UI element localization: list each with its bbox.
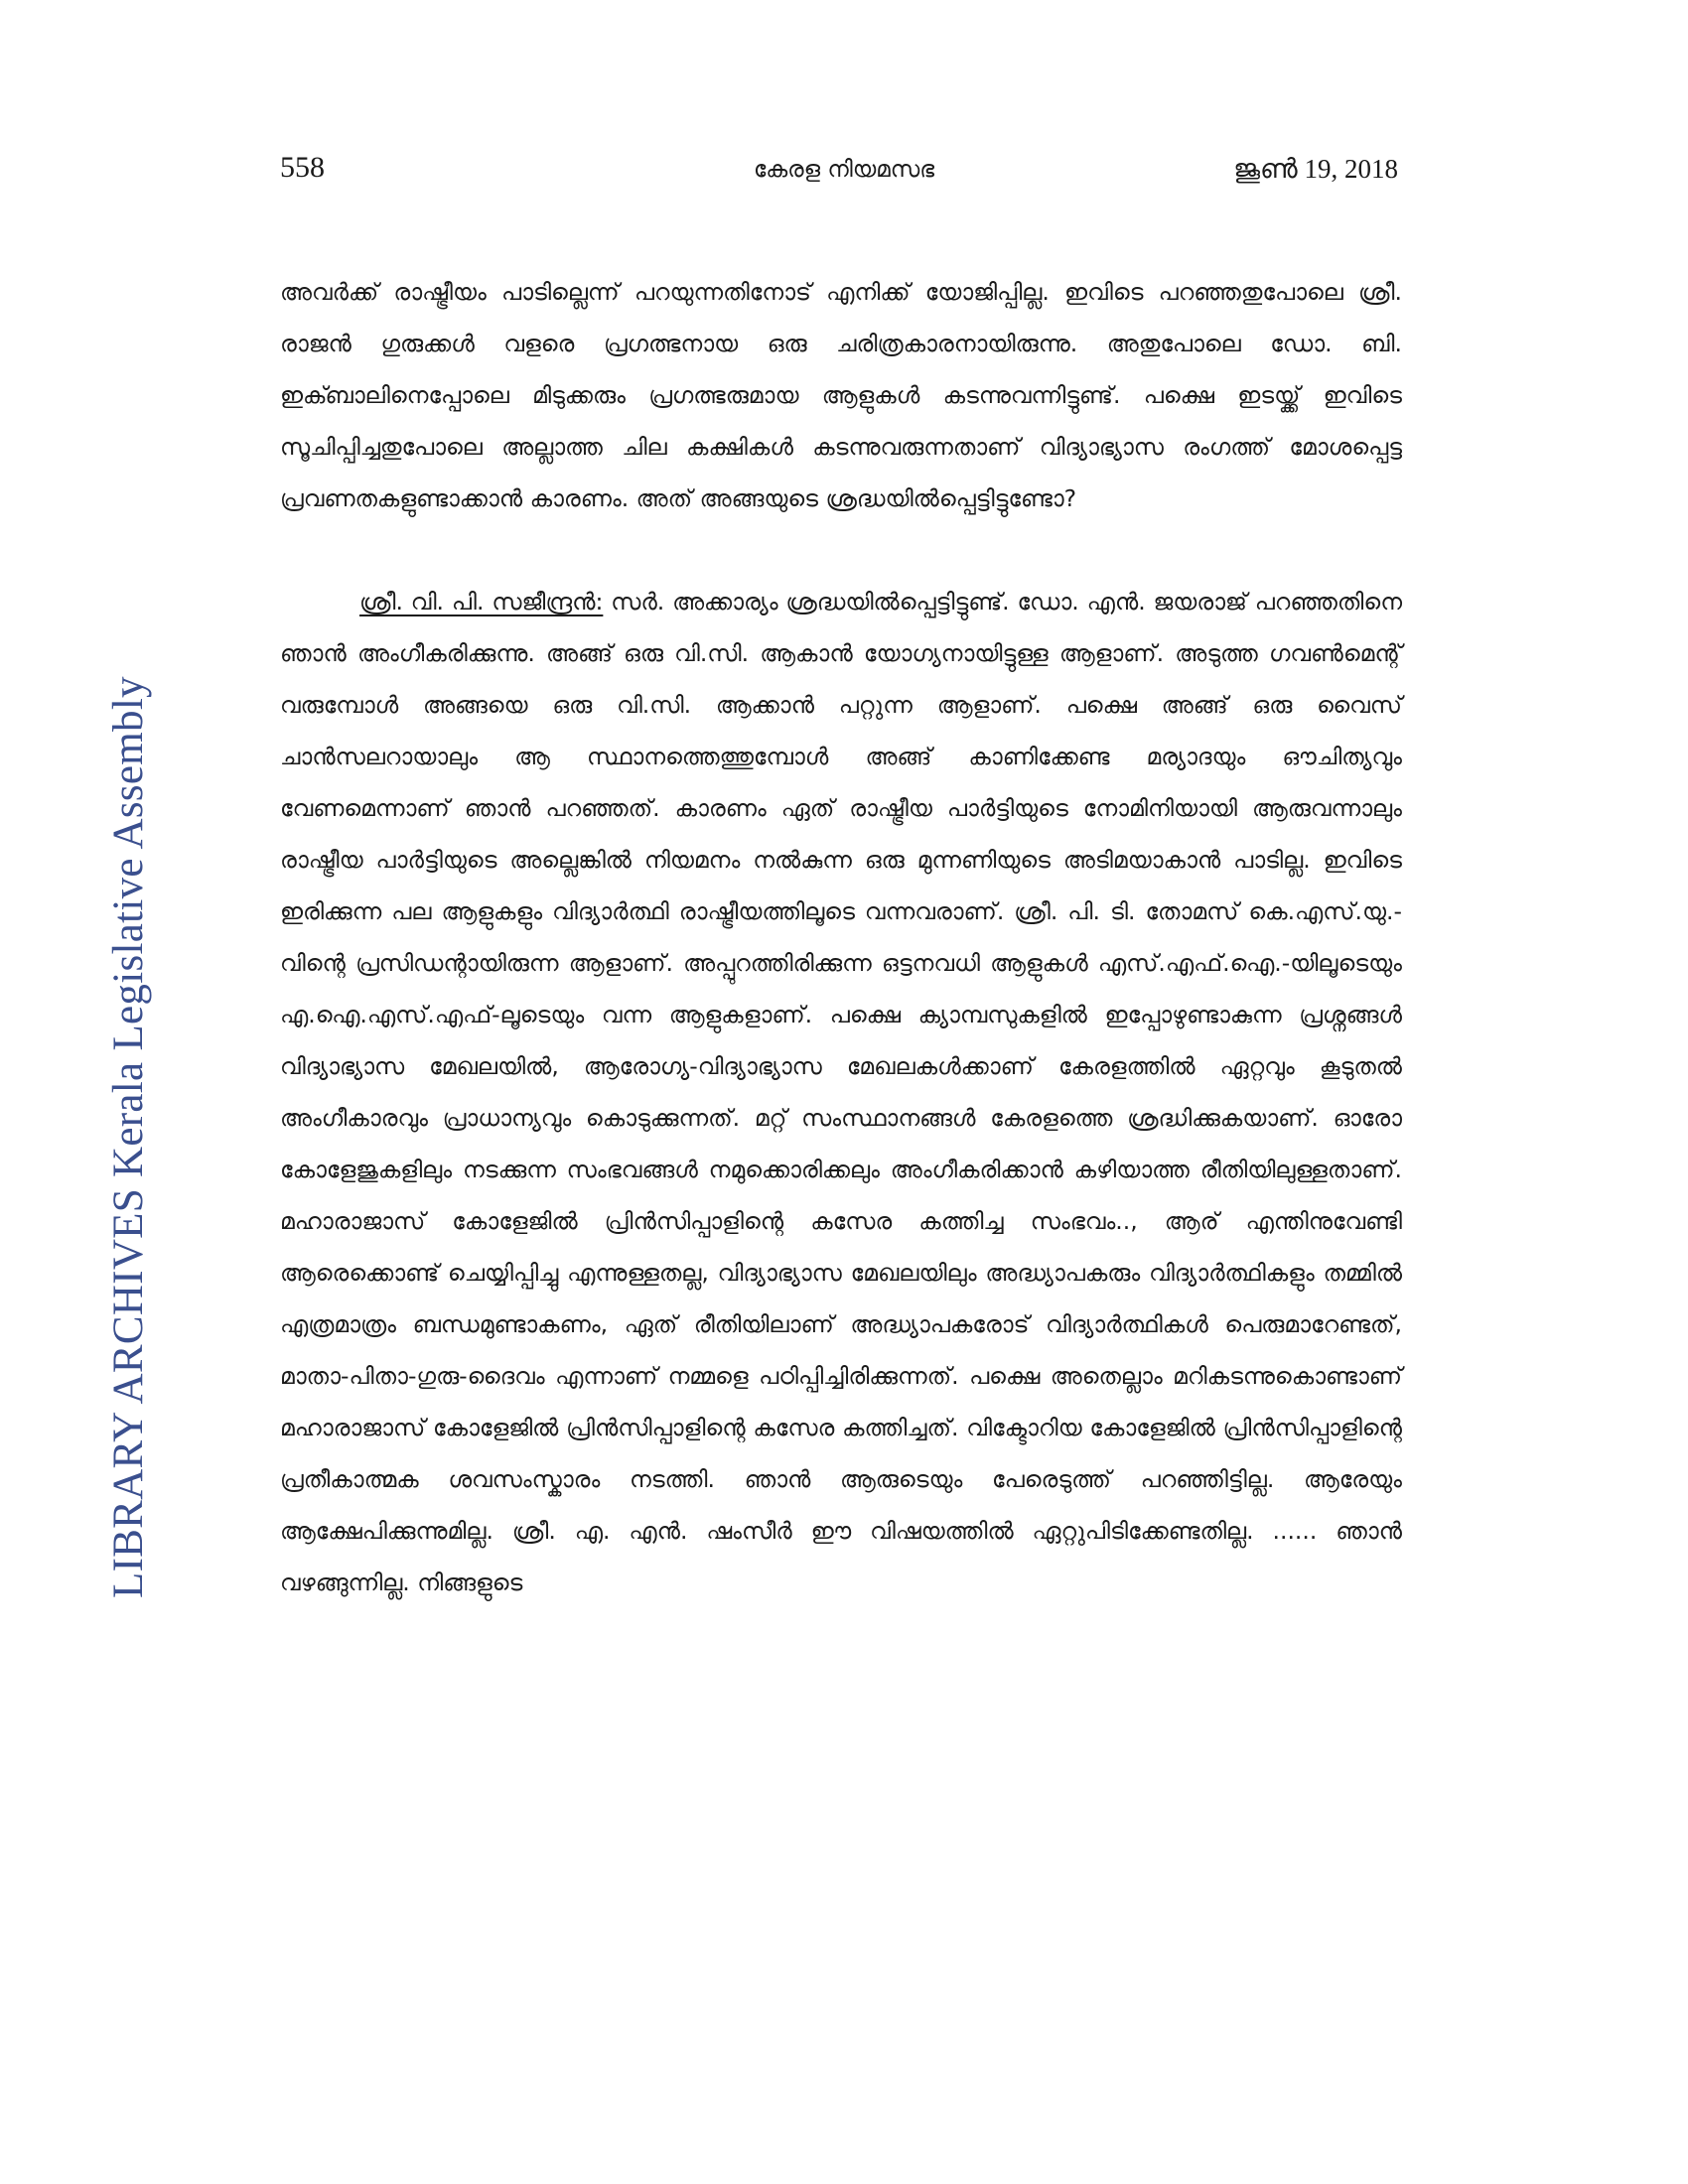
paragraph-question: അവർക്ക് രാഷ്ട്രീയം പാടില്ലെന്ന് പറയുന്നതിനോട് എനിക്ക് യോജിപ്പില്ല. ഇവിടെ പറഞ്ഞതുപോലെ ശ്രീ. രാജൻ ഗുരുക്കൾ വളരെ പ്രഗത്ഭനായ ഒരു ചരിത്രകാരനായിരുന്നു. അതുപോലെ ഡോ. ബി. ഇക്ബാലിനെപ്പോലെ മിടുക്കരും പ്രഗത്ഭരുമായ ആളുകൾ കടന്നുവന്നിട്ടുണ്ട്. പക്ഷെ ഇടയ്ക്ക് ഇവിടെ സൂചിപ്പിച്ചതുപോലെ അല്ലാത്ത ചില കക്ഷികൾ കടന്നുവരുന്നതാണ് വിദ്യാഭ്യാസ രംഗത്ത് മോശപ്പെട്ട പ്രവണതകളുണ്ടാക്കാൻ കാരണം. അത് അങ്ങയുടെ ശ്രദ്ധയിൽപ്പെട്ടിട്ടുണ്ടോ? xyxy=(280,278,1402,512)
page-number: 558 xyxy=(280,151,325,184)
body-text xyxy=(280,266,1402,1608)
running-title: കേരള നിയമസഭ xyxy=(753,157,935,183)
page-date: ജൂൺ 19, 2018 xyxy=(1233,154,1398,184)
answer-text: സർ. അക്കാര്യം ശ്രദ്ധയിൽപ്പെട്ടിട്ടുണ്ട്. ഡോ. എൻ. ജയരാജ് പറഞ്ഞതിനെ ഞാൻ അംഗീകരിക്കുന്നു. അങ്ങ് ഒരു വി.സി. ആകാൻ യോഗ്യനായിട്ടുള്ള ആളാണ്. അടുത്ത ഗവൺമെന്റ് വരുമ്പോൾ അങ്ങയെ ഒരു വി.സി. ആക്കാൻ പറ്റുന്ന ആളാണ്. പക്ഷെ അങ്ങ് ഒരു വൈസ് ചാൻസലറായാലും ആ സ്ഥാനത്തെത്തുമ്പോൾ അങ്ങ് കാണിക്കേണ്ട മര്യാദയും ഔചിത്യവും വേണമെന്നാണ് ഞാൻ പറഞ്ഞത്. കാരണം ഏത് രാഷ്ട്രീയ പാർട്ടിയുടെ നോമിനിയായി ആരുവന്നാലും രാഷ്ട്രീയ പാർട്ടിയുടെ അല്ലെങ്കിൽ നിയമനം നൽകുന്ന ഒരു മുന്നണിയുടെ അടിമയാകാൻ പാടില്ല. ഇവിടെ ഇരിക്കുന്ന പല ആളുകളും വിദ്യാർത്ഥി രാഷ്ട്രീയത്തിലൂടെ വന്നവരാണ്. ശ്രീ. പി. ടി. തോമസ് കെ.എസ്.യു.-വിന്റെ പ്രസിഡന്റായിരുന്ന ആളാണ്. അപ്പുറത്തിരിക്കുന്ന ഒട്ടനവധി ആളുകൾ എസ്.എഫ്.ഐ.-യിലൂടെയും എ.ഐ.എസ്.എഫ്-ലൂടെയും വന്ന ആളുകളാണ്. പക്ഷെ ക്യാമ്പസുകളിൽ ഇപ്പോഴുണ്ടാകുന്ന പ്രശ്നങ്ങൾ വിദ്യാഭ്യാസ മേഖലയിൽ, ആരോഗ്യ-വിദ്യാഭ്യാസ മേഖലകൾക്കാണ് കേരളത്തിൽ ഏറ്റവും കൂടുതൽ അംഗീകാരവും പ്രാധാന്യവും കൊടുക്കുന്നത്. മറ്റ് സംസ്ഥാനങ്ങൾ കേരളത്തെ ശ്രദ്ധിക്കുകയാണ്. ഓരോ കോളേജുകളിലും നടക്കുന്ന സംഭവങ്ങൾ നമുക്കൊരിക്കലും അംഗീകരിക്കാൻ കഴിയാത്ത രീതിയിലുള്ളതാണ്. മഹാരാജാസ് കോളേജിൽ പ്രിൻസിപ്പാളിന്റെ കസേര കത്തിച്ച സംഭവം.., ആര് എന്തിനുവേണ്ടി ആരെക്കൊണ്ട് ചെയ്യിപ്പിച്ചു എന്നുള്ളതല്ല, വിദ്യാഭ്യാസ മേഖലയിലും അദ്ധ്യാപകരും വിദ്യാർത്ഥികളും തമ്മിൽ എത്രമാത്രം ബന്ധമുണ്ടാകണം, ഏത് രീതിയിലാണ് അദ്ധ്യാപകരോട് വിദ്യാർത്ഥികൾ പെരുമാറേണ്ടത്, മാതാ-പിതാ-ഗുരു-ദൈവം എന്നാണ് നമ്മളെ പഠിപ്പിച്ചിരിക്കുന്നത്. പക്ഷെ അതെല്ലാം മറികടന്നുകൊണ്ടാണ് മഹാരാജാസ് കോളേജിൽ പ്രിൻസിപ്പാളിന്റെ കസേര കത്തിച്ചത്. വിക്ടോറിയ കോളേജിൽ പ്രിൻസിപ്പാളിന്റെ പ്രതീകാത്മക ശവസംസ്കാരം നടത്തി. ഞാൻ ആരുടെയും പേരെടുത്ത് പറഞ്ഞിട്ടില്ല. ആരേയും ആക്ഷേപിക്കുന്നുമില്ല. ശ്രീ. എ. എൻ. ഷംസീർ ഈ വിഷയത്തിൽ ഏറ്റുപിടിക്കേണ്ടതില്ല. ...... ഞാൻ വഴങ്ങുന്നില്ല. നിങ്ങളുടെ xyxy=(280,588,1402,1596)
speaker-name: ശ്രീ. വി. പി. സജീന്ദ്രൻ: xyxy=(359,588,604,615)
paragraph-answer xyxy=(280,576,1402,1608)
archive-watermark: LIBRARY ARCHIVES Kerala Legislative Assembly xyxy=(105,676,152,1598)
